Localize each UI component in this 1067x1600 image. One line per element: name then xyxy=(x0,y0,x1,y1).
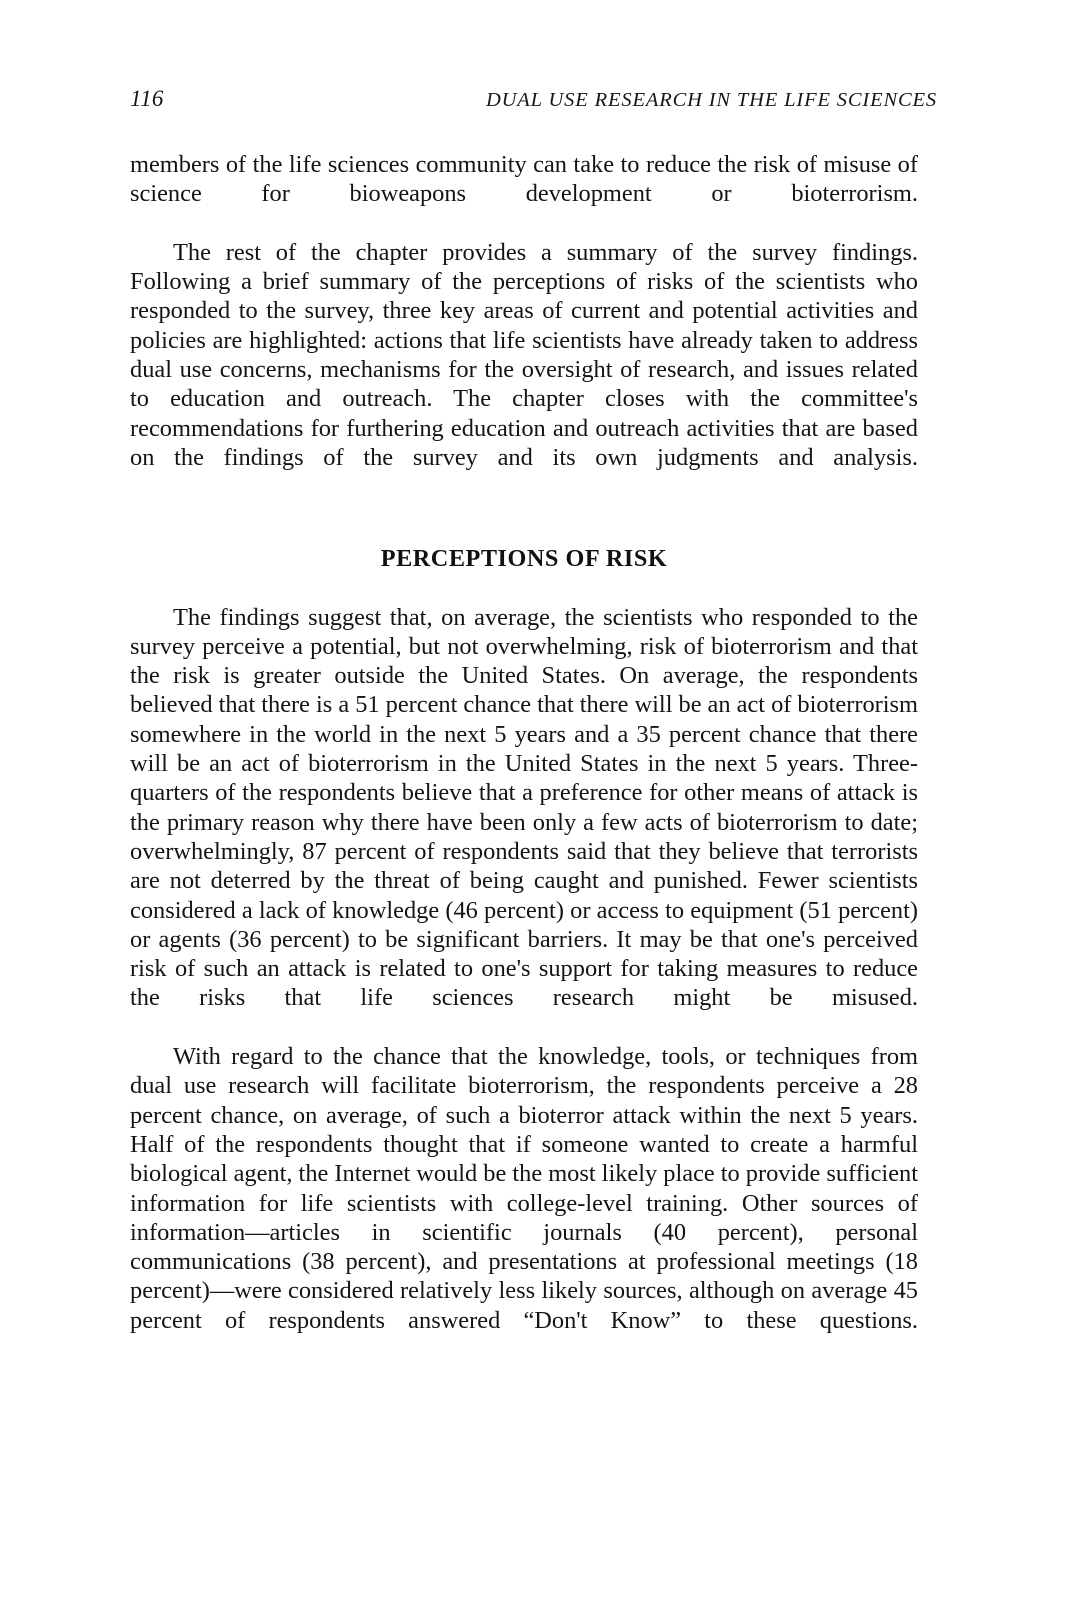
running-head xyxy=(130,86,937,116)
paragraph-chapter-summary: The rest of the chapter provides a summary of the survey findings. Following a brief summary of the perceptions of risks of the scientists who responded to the survey, three key areas of current and potential activities and policies are highlighted: actions that life scientists have already taken to address dual use concerns, mechanisms for the oversight of research, and issues related to education and outreach. The chapter closes with the committee's recommendations for furthering education and outreach activities that are based on the findings of the survey and its own judgments and analysis. xyxy=(130,238,918,471)
heading-spacer-bottom xyxy=(130,573,918,603)
running-head-title: DUAL USE RESEARCH IN THE LIFE SCIENCES xyxy=(485,89,937,111)
heading-spacer-top xyxy=(130,502,918,544)
section-heading-perceptions-of-risk: PERCEPTIONS OF RISK xyxy=(380,544,668,572)
paragraph-continuation: members of the life sciences community can take to reduce the risk of misuse of science for bioweapons development or bioterrorism. xyxy=(130,151,918,208)
page-number: 116 xyxy=(130,86,164,111)
paragraph-findings: The findings suggest that, on average, the scientists who responded to the survey perceive a potential, but not overwhelming, risk of bioterrorism and that the risk is greater outside the United States. On average, the respondents believed that there is a 51 percent chance that there will be an act of bioterrorism somewhere in the world in the next 5 years and a 35 percent chance that there will be an act of bioterrorism in the United States in the next 5 years. Three-quarters of the respondents believe that a preference for other means of attack is the primary reason why there have been only a few acts of bioterrorism to date; overwhelmingly, 87 percent of respondents said that they believe that terrorists are not deterred by the threat of being caught and punished. Fewer scientists considered a lack of knowledge (46 percent) or access to equipment (51 percent) or agents (36 percent) to be significant barriers. It may be that one's perceived risk of such an attack is related to one's support for taking measures to reduce the risks that life sciences research might be misused. xyxy=(130,603,918,1012)
paragraph-dual-use-chance: With regard to the chance that the knowledge, tools, or techniques from dual use research will facilitate bioterrorism, the respondents perceive a 28 percent chance, on average, of such a bioterror attack within the next 5 years. Half of the respondents thought that if someone wanted to create a harmful biological agent, the Internet would be the most likely place to provide sufficient information for life scientists with college-level training. Other sources of information—articles in scientific journals (40 percent), personal communications (38 percent), and presentations at professional meetings (18 percent)—were considered relatively less likely sources, although on average 45 percent of respondents answered “Don't Know” to these questions. xyxy=(130,1043,918,1334)
body-text-block xyxy=(130,150,918,1364)
